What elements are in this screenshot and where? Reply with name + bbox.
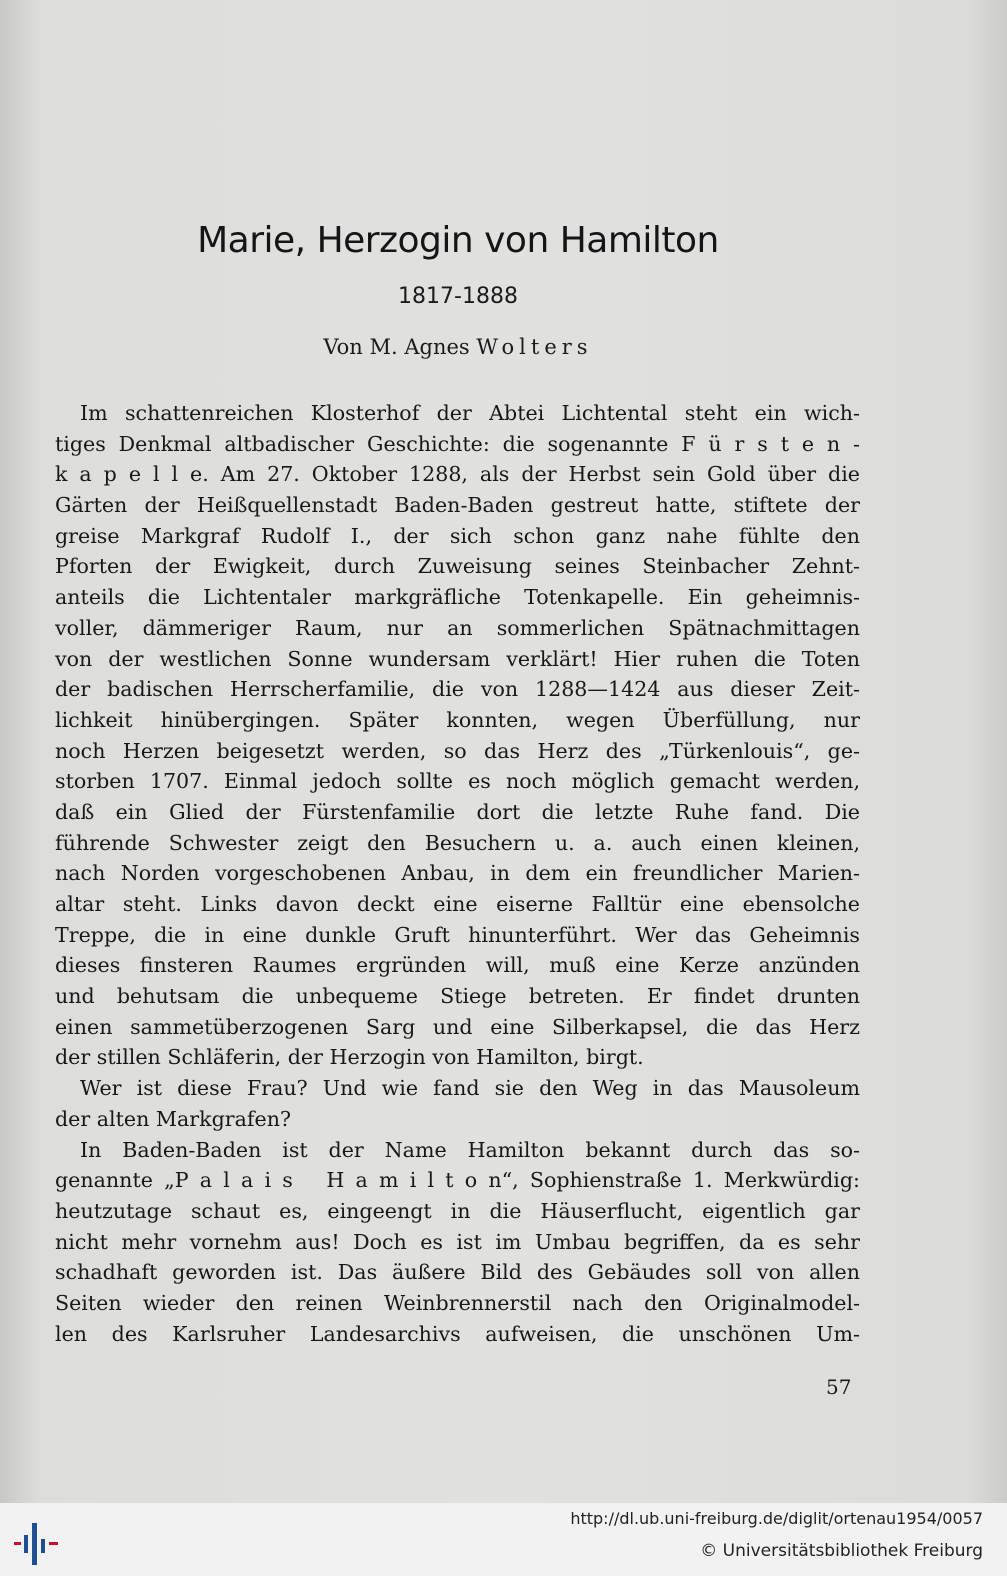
author-prefix: Von M. Agnes xyxy=(323,335,470,359)
text-line: führende Schwester zeigt den Besuchern u. a. auch einen kleinen, xyxy=(55,830,860,855)
text-line: In Baden-Baden ist der Name Hamilton bekannt durch das so- xyxy=(80,1137,860,1162)
article-years: 1817-1888 xyxy=(398,284,518,309)
text-line: Im schattenreichen Klosterhof der Abtei Lichtental steht ein wich- xyxy=(80,401,860,425)
text-line: k a p e l l e. Am 27. Oktober 1288, als der Herbst sein Gold über die xyxy=(55,462,860,487)
text-line: einen sammetüberzogenen Sarg und eine Silberkapsel, die das Herz xyxy=(55,1014,860,1039)
text-line: Pforten der Ewigkeit, durch Zuweisung seines Steinbacher Zehnt- xyxy=(55,554,860,579)
footer-bar xyxy=(0,1503,1007,1576)
article-title: Marie, Herzogin von Hamilton xyxy=(197,220,719,261)
author-name: Wolters xyxy=(476,335,593,359)
text-line: tiges Denkmal altbadischer Geschichte: die sogenannte F ü r s t e n - xyxy=(55,431,860,456)
text-line: lichkeit hinübergingen. Später konnten, wegen Überfüllung, nur xyxy=(55,707,860,732)
page-number: 57 xyxy=(826,1375,852,1399)
text-line: len des Karlsruher Landesarchivs aufweisen, die unschönen Um- xyxy=(55,1321,860,1346)
copyright-notice: © Universitätsbibliothek Freiburg xyxy=(700,1541,983,1561)
source-url-link[interactable]: http://dl.ub.uni-freiburg.de/diglit/ortenau1954/0057 xyxy=(570,1509,983,1528)
text-line: Wer ist diese Frau? Und wie fand sie den Weg in das Mausoleum xyxy=(80,1076,860,1101)
text-line: nach Norden vorgeschobenen Anbau, in dem ein freundlicher Marien- xyxy=(55,861,860,886)
text-line: Gärten der Heißquellenstadt Baden-Baden gestreut hatte, stiftete der xyxy=(55,493,860,518)
text-line: anteils die Lichtentaler markgräfliche Totenkapelle. Ein geheimnis- xyxy=(55,585,860,610)
text-line: dieses finsteren Raumes ergründen will, muß eine Kerze anzünden xyxy=(55,953,860,978)
text-line: Treppe, die in eine dunkle Gruft hinunterführt. Wer das Geheimnis xyxy=(55,922,860,947)
text-line: noch Herzen beigesetzt werden, so das Herz des „Türkenlouis“, ge- xyxy=(55,738,860,763)
text-line: altar steht. Links davon deckt eine eiserne Falltür eine ebensolche xyxy=(55,892,860,916)
text-line: voller, dämmeriger Raum, nur an sommerlichen Spätnachmittagen xyxy=(55,615,860,640)
text-line: der badischen Herrscherfamilie, die von 1288—1424 aus dieser Zeit- xyxy=(55,677,860,702)
text-line: der alten Markgrafen? xyxy=(55,1106,292,1131)
text-line: storben 1707. Einmal jedoch sollte es noch möglich gemacht werden, xyxy=(55,769,860,794)
text-line: und behutsam die unbequeme Stiege betreten. Er findet drunten xyxy=(55,984,860,1009)
article-body xyxy=(55,398,860,1349)
text-line: Seiten wieder den reinen Weinbrennerstil nach den Originalmodel- xyxy=(55,1290,860,1315)
text-line: daß ein Glied der Fürstenfamilie dort die letzte Ruhe fand. Die xyxy=(55,799,860,824)
text-line: nicht mehr vornehm aus! Doch es ist im Umbau begriffen, da es sehr xyxy=(55,1229,860,1254)
text-line: der stillen Schläferin, der Herzogin von Hamilton, birgt. xyxy=(55,1045,644,1070)
article-author xyxy=(0,335,916,359)
text-line: greise Markgraf Rudolf I., der sich schon ganz nahe fühlte den xyxy=(55,523,860,548)
text-line: von der westlichen Sonne wundersam verklärt! Hier ruhen die Toten xyxy=(55,646,860,671)
university-library-logo-icon xyxy=(12,1515,64,1567)
text-line: heutzutage schaut es, eingeengt in die Häuserflucht, eigentlich gar xyxy=(55,1198,860,1223)
text-line: genannte „P a l a i s H a m i l t o n“, Sophienstraße 1. Merkwürdig: xyxy=(55,1168,860,1193)
text-line: schadhaft geworden ist. Das äußere Bild des Gebäudes soll von allen xyxy=(55,1260,860,1285)
